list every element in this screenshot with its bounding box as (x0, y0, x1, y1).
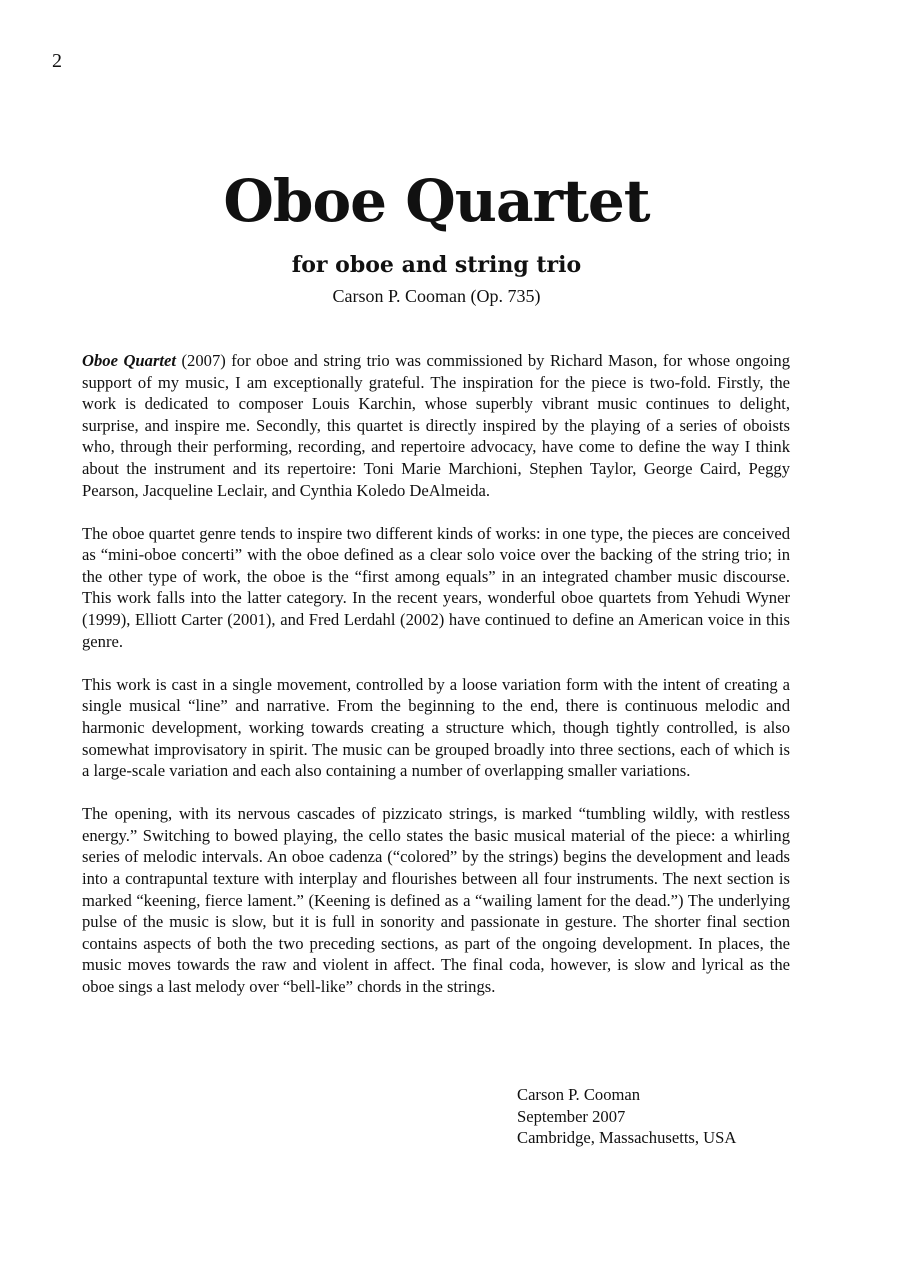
paragraph-1 (82, 350, 790, 501)
signature-place: Cambridge, Massachusetts, USA (517, 1128, 737, 1148)
paragraph-1-text: (2007) for oboe and string trio was commissioned by Richard Mason, for whose ongoing support of my music, I am exceptionally grateful. The inspiration for the piece is two-fold. Firstly, the work is dedicated to composer Louis Karchin, whose superbly vibrant music continues to delight, surprise, and inspire me. Secondly, this quartet is directly inspired by the playing of a series of oboists who, through their performing, recording, and repertoire advocacy, have come to define the way I think about the instrument and its repertoire: Toni Marie Marchioni, Stephen Taylor, George Caird, Peggy Pearson, Jacqueline Leclair, and Cynthia Koledo DeAlmeida. (82, 351, 790, 500)
page-title: Oboe Quartet (223, 167, 650, 235)
composer-line: Carson P. Cooman (Op. 735) (332, 286, 541, 306)
signature-date: September 2007 (517, 1106, 626, 1126)
paragraph-3: This work is cast in a single movement, controlled by a loose variation form with the intent of creating a single musical “line” and narrative. From the beginning to the end, there is continuous melodic and harmonic development, working towards creating a structure which, though tightly controlled, is also somewhat improvisatory in spirit. The music can be grouped broadly into three sections, each of which is a large-scale variation and each also containing a number of overlapping smaller variations. (82, 674, 790, 781)
work-title: Oboe Quartet (82, 351, 177, 370)
signature-block (517, 1084, 736, 1149)
program-notes (82, 350, 790, 1019)
signature-name: Carson P. Cooman (517, 1085, 641, 1104)
paragraph-4: The opening, with its nervous cascades of pizzicato strings, is marked “tumbling wildly, with restless energy.” Switching to bowed playing, the cello states the basic musical material of the piece: a whirling series of melodic intervals. An oboe cadenza (“colored” by the strings) begins the development and leads into a contrapuntal texture with interplay and flourishes between all four instruments. The next section is marked “keening, fierce lament.” (Keening is defined as a “wailing lament for the dead.”) The underlying pulse of the music is slow, but it is full in sonority and passionate in gesture. The shorter final section contains aspects of both the two preceding sections, as part of the ongoing development. In places, the music moves towards the raw and violent in affect. The final coda, however, is slow and lyrical as the oboe sings a last melody over “bell-like” chords in the strings. (82, 804, 790, 996)
paragraph-2: The oboe quartet genre tends to inspire two different kinds of works: in one type, the pieces are conceived as “mini-oboe concerti” with the oboe defined as a clear solo voice over the backing of the string trio; in the other type of work, the oboe is the “first among equals” in an integrated chamber music discourse. This work falls into the latter category. In the recent years, wonderful oboe quartets from Yehudi Wyner (1999), Elliott Carter (2001), and Fred Lerdahl (2002) have continued to define an American voice in this genre. (82, 523, 790, 651)
subtitle: for oboe and string trio (291, 252, 582, 278)
page-number: 2 (52, 50, 62, 72)
